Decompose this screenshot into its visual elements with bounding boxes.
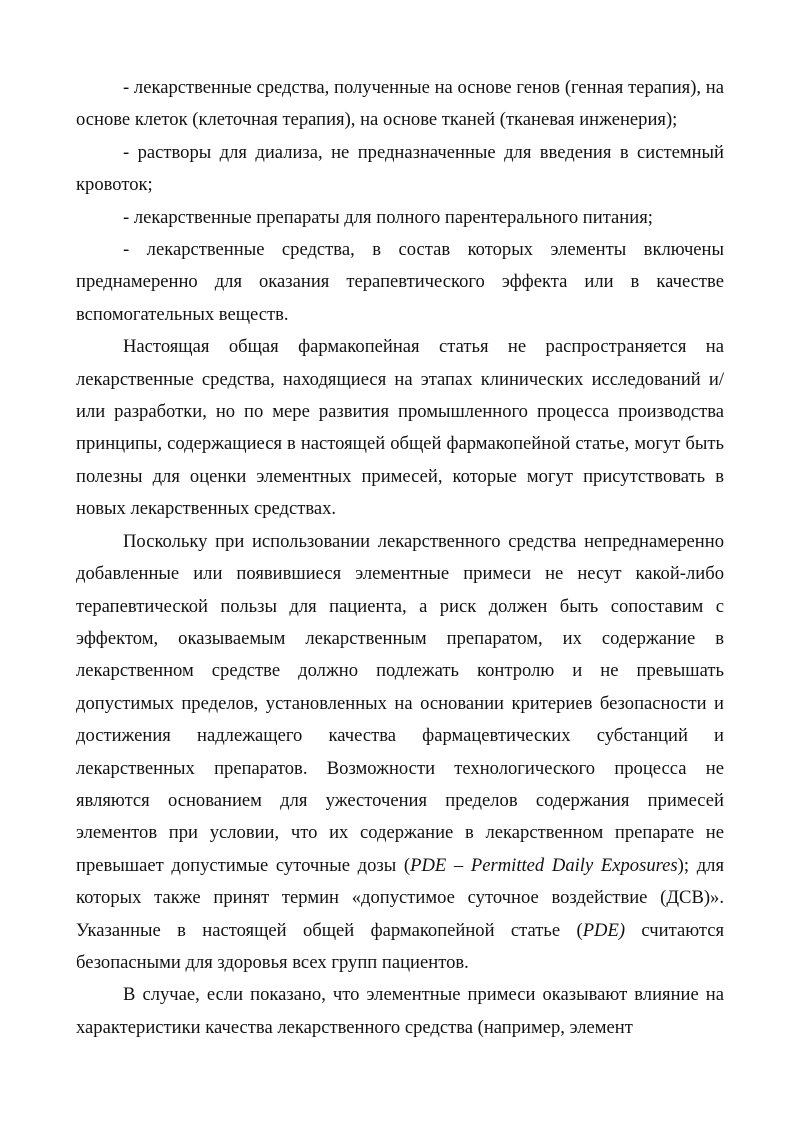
paragraph-text: ); для которых также принят термин «допустимое суточное воздействие (ДСВ)». Указанные в настоящей общей фармакопейной статье ( <box>76 854 724 941</box>
paragraph-text: Поскольку при использовании лекарственного средства непреднамеренно добавленные или появившиеся элементные примеси не несут какой-либо терапевтической пользы для пациента, а риск должен быть сопоставим с эффектом, оказываемым лекарственным препаратом, их содержание в лекарственном средстве должно подлежать контролю и не превышать допустимых пределов, установленных на основании критериев безопасности и достижения надлежащего качества фармацевтических субстанций и лекарственных препаратов. Возможности технологического процесса не являются основанием для ужесточения пределов содержания примесей элементов при условии, что их содержание в лекарственном препарате не превышает допустимые суточные дозы ( <box>76 530 724 876</box>
pde-term-italic: PDE – Permitted Daily Exposures <box>410 854 678 876</box>
paragraph-text: считаются безопасными для здоровья всех групп пациентов. <box>76 919 724 973</box>
paragraph-elements-item <box>76 234 724 331</box>
paragraph-text: - лекарственные средства, полученные на основе генов (генная терапия), на основе клеток (клеточная терапия), на основе тканей (тканевая инженерия); <box>76 77 724 131</box>
paragraph-gene-therapy-item <box>76 72 724 137</box>
paragraph-text: Настоящая общая фармакопейная статья не распространяется на лекарственные средства, находящиеся на этапах клинических исследований и/или разработки, но по мере развития промышленного процесса производства принципы, содержащиеся в настоящей общей фармакопейной статье, могут быть полезны для оценки элементных примесей, которые могут присутствовать в новых лекарственных средствах. <box>76 336 724 520</box>
paragraph-text: В случае, если показано, что элементные примеси оказывают влияние на характеристики качества лекарственного средства (например, элемент <box>76 984 724 1038</box>
paragraph-text: - лекарственные средства, в состав которых элементы включены преднамеренно для оказания терапевтического эффекта или в качестве вспомогательных веществ. <box>76 239 724 325</box>
paragraph-dialysis-item <box>76 137 724 202</box>
paragraph-scope-exclusion <box>76 331 724 525</box>
pde-abbrev-italic: PDE) <box>582 919 626 941</box>
paragraph-quality-impact <box>76 979 724 1044</box>
paragraph-pde-limits <box>76 526 724 980</box>
document-page <box>76 72 724 1044</box>
paragraph-text: - растворы для диализа, не предназначенные для введения в системный кровоток; <box>76 141 724 196</box>
paragraph-text: - лекарственные препараты для полного парентерального питания; <box>123 206 653 228</box>
paragraph-parenteral-item <box>76 202 724 234</box>
